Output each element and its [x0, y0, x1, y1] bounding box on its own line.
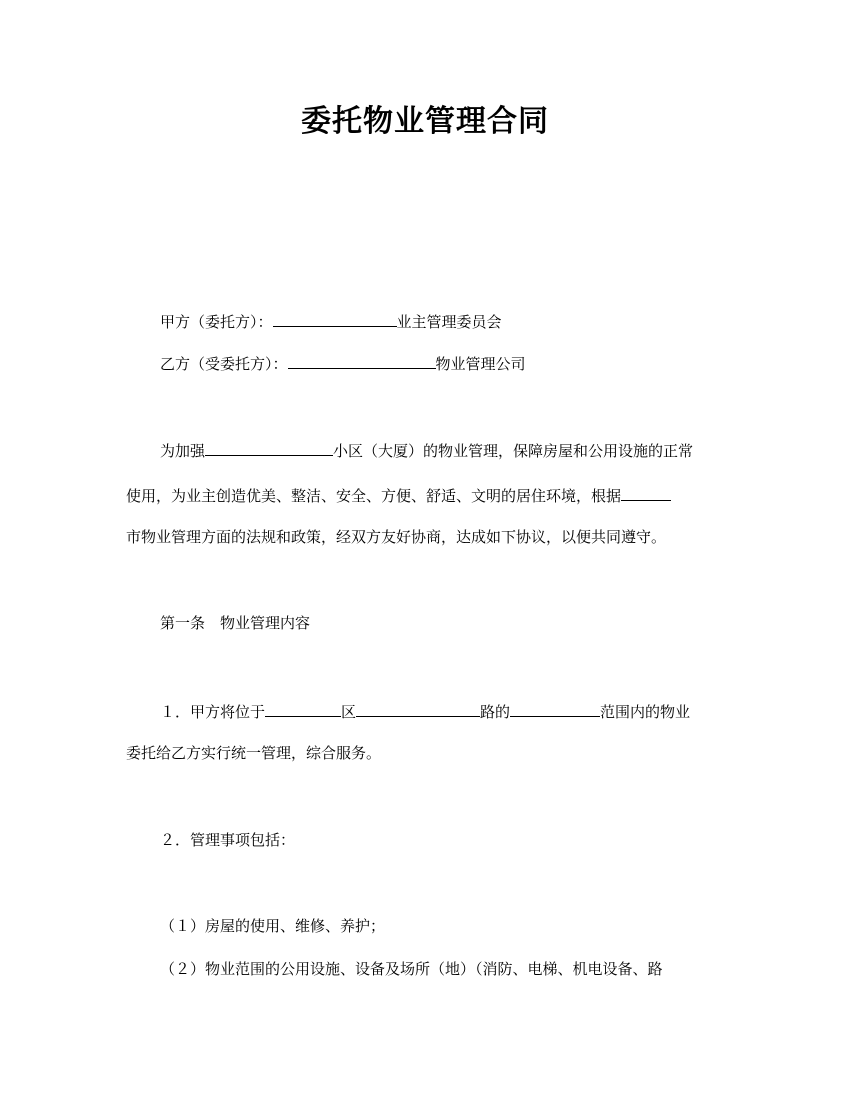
clause-text: 路的 [480, 703, 511, 721]
party-a-blank [273, 310, 397, 327]
article-1-heading: 第一条 物业管理内容 [160, 614, 311, 632]
clause-1-line-1 [160, 700, 690, 723]
clause-text: １．甲方将位于 [160, 703, 266, 721]
party-a-line [160, 310, 502, 333]
clause-1-line-2: 委托给乙方实行统一管理，综合服务。 [126, 744, 382, 762]
management-item-2: （２）物业范围的公用设施、设备及场所（地）（消防、电梯、机电设备、路 [160, 960, 663, 978]
party-b-blank [288, 352, 436, 369]
preamble-line-1 [160, 439, 693, 462]
preamble-text: 使用，为业主创造优美、整洁、安全、方便、舒适、文明的居住环境，根据 [126, 487, 622, 505]
preamble-line-3: 市物业管理方面的法规和政策，经双方友好协商，达成如下协议，以便共同遵守。 [126, 528, 667, 546]
preamble-line-2 [126, 484, 671, 507]
management-item-1: （１）房屋的使用、维修、养护； [160, 917, 386, 935]
clause-text: 范围内的物业 [600, 703, 691, 721]
party-a-label: 甲方（委托方）： [160, 313, 273, 331]
party-b-suffix: 物业管理公司 [435, 355, 526, 373]
party-b-label: 乙方（受委托方）： [160, 355, 288, 373]
clause-2: ２．管理事项包括： [160, 831, 296, 849]
party-b-line [160, 352, 526, 375]
district-blank [265, 700, 341, 717]
document-title: 委托物业管理合同 [301, 104, 549, 139]
preamble-text: 小区（大厦）的物业管理，保障房屋和公用设施的正常 [333, 442, 694, 460]
preamble-text: 为加强 [160, 442, 206, 460]
range-blank [510, 700, 600, 717]
party-a-suffix: 业主管理委员会 [396, 313, 502, 331]
road-blank [356, 700, 480, 717]
community-name-blank [205, 439, 333, 456]
city-name-blank [621, 484, 671, 501]
clause-text: 区 [341, 703, 357, 721]
